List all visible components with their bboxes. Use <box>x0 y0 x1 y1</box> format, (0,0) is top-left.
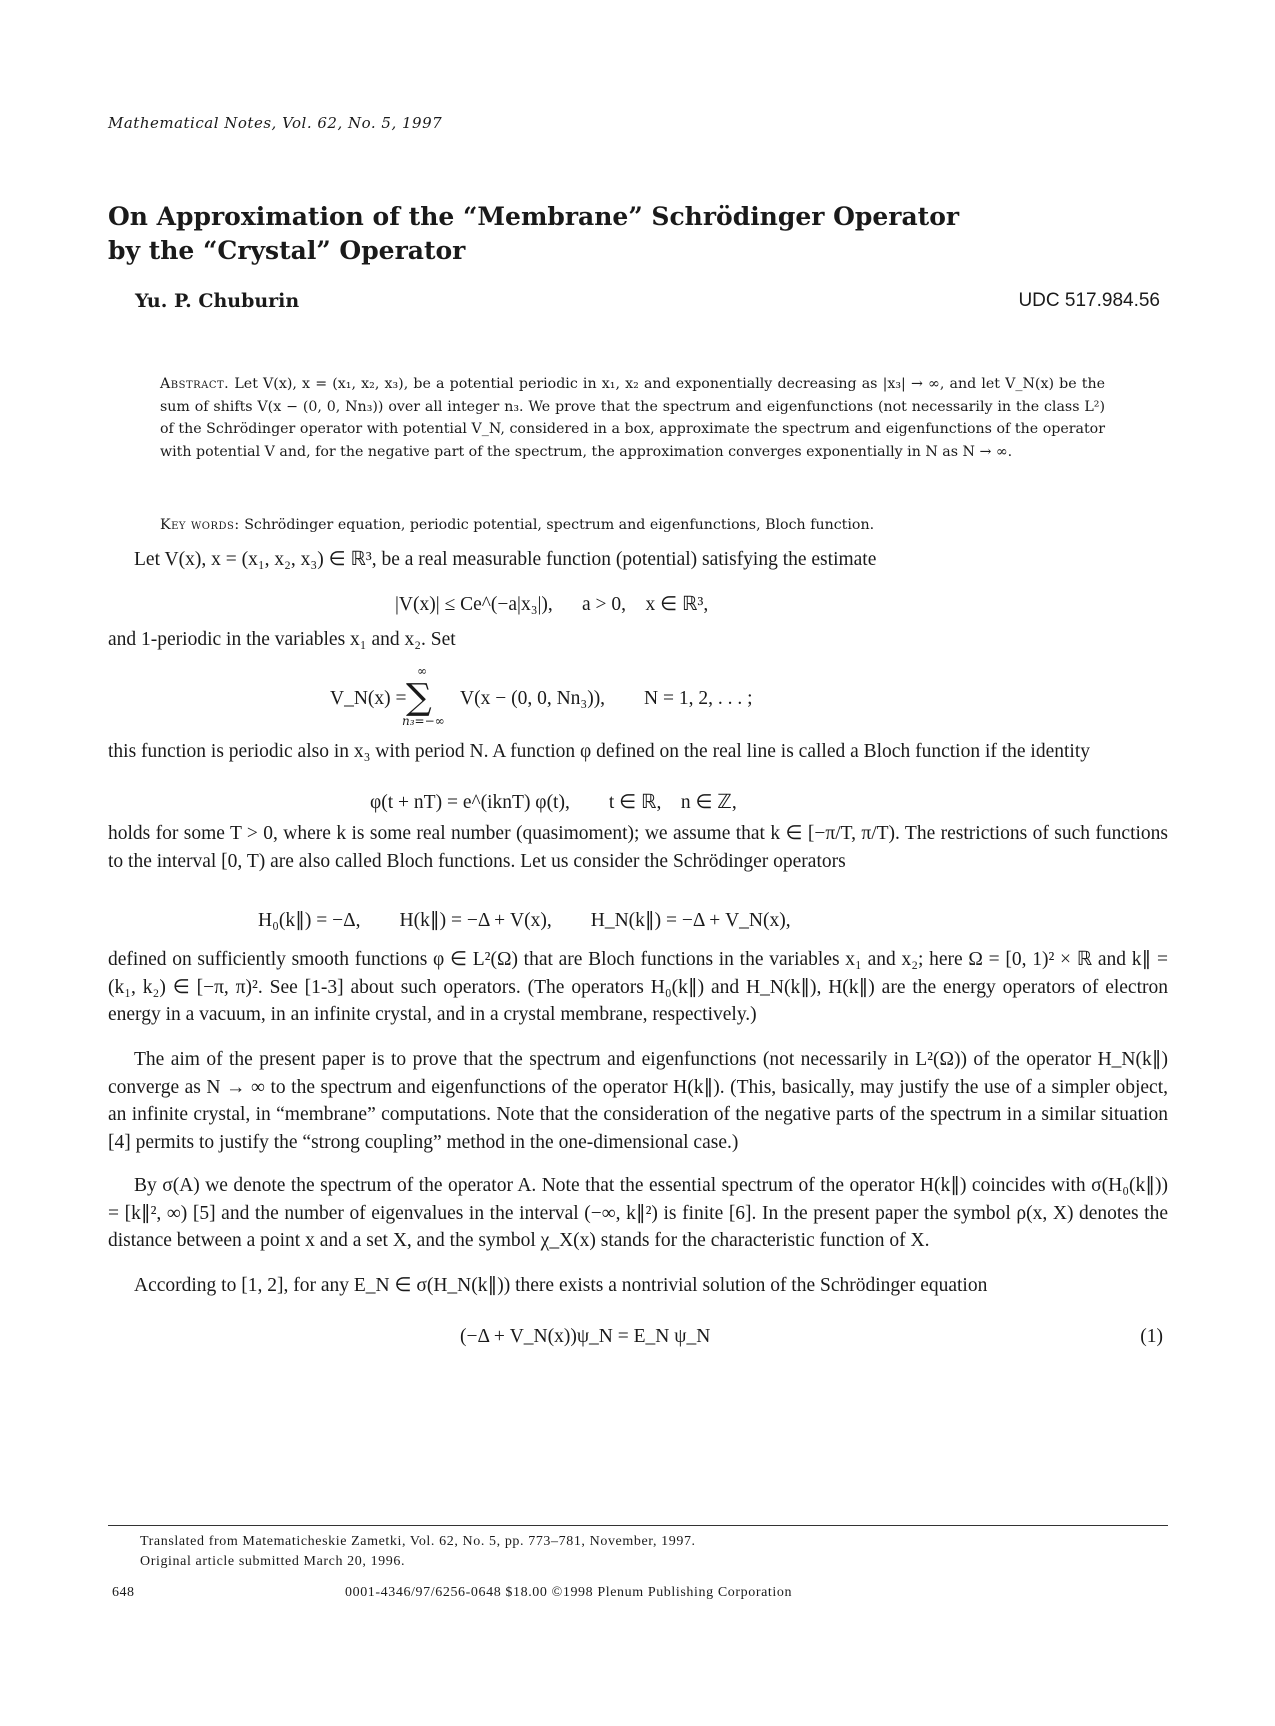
paragraph-periodic: and 1-periodic in the variables x₁ and x₂. Set <box>108 629 456 650</box>
sum-lower-limit: n₃=−∞ <box>402 714 445 728</box>
author-name: Yu. P. Chuburin <box>135 290 300 312</box>
paragraph-definitions: defined on sufficiently smooth functions φ ∈ L²(Ω) that are Bloch functions in the variables x₁ and x₂; here Ω = [0, 1)² × ℝ and k∥ = (k₁, k₂) ∈ [−π, π)². See [1-3] about such operators. (The operators H₀(k∥) and H_N(k∥), H(k∥) are the energy operators of electron energy in a vacuum, in an infinite crystal, and in a crystal membrane, respectively.) <box>108 949 1168 1025</box>
footnote-submitted: Original article submitted March 20, 1996. <box>140 1554 406 1569</box>
equation-bound: |V(x)| ≤ Ce^(−a|x₃|), a > 0, x ∈ ℝ³, <box>395 594 709 615</box>
equation-1: (−Δ + V_N(x))ψ_N = E_N ψ_N <box>460 1326 711 1347</box>
keywords <box>160 514 1105 536</box>
udc-code: UDC 517.984.56 <box>1018 290 1160 311</box>
title-line-2: by the “Crystal” Operator <box>108 236 466 265</box>
abstract <box>160 373 1105 463</box>
footnote-translation: Translated from Matematicheskie Zametki, Vol. 62, No. 5, pp. 773–781, November, 1997. <box>140 1534 696 1549</box>
title-line-1: On Approximation of the “Membrane” Schrödinger Operator <box>108 202 960 231</box>
keywords-label: Key words: <box>160 517 240 533</box>
equation-vn-left: V_N(x) = <box>330 688 407 709</box>
paragraph-bloch: this function is periodic also in x₃ with period N. A function φ defined on the real line is called a Bloch function if the identity <box>108 741 1091 762</box>
keywords-text: Schrödinger equation, periodic potential, spectrum and eigenfunctions, Bloch function. <box>244 517 875 533</box>
paper-title <box>108 200 1158 268</box>
abstract-text: Let V(x), x = (x₁, x₂, x₃), be a potential periodic in x₁, x₂ and exponentially decreasing as |x₃| → ∞, and let V_N(x) be the sum of shifts V(x − (0, 0, Nn₃)) over all integer n₃. We prove that the spectrum and eigenfunctions (not necessarily in the class L²) of the Schrödinger operator with potential V_N, considered in a box, approximate the spectrum and eigenfunctions of the operator with potential V and, for the negative part of the spectrum, the approximation converges exponentially in N as N → ∞. <box>160 376 1106 460</box>
equation-bloch: φ(t + nT) = e^(iknT) φ(t), t ∈ ℝ, n ∈ ℤ, <box>370 792 737 813</box>
paragraph-quasimoment: holds for some T > 0, where k is some real number (quasimoment); we assume that k ∈ [−π/T, π/T). The restrictions of such functions to the interval [0, T) are also called Bloch functions. Let us consider the Schrödinger operators <box>108 823 1168 872</box>
paragraph-intro: Let V(x), x = (x₁, x₂, x₃) ∈ ℝ³, be a real measurable function (potential) satisfying the estimate <box>134 549 877 570</box>
equation-number: (1) <box>1140 1326 1163 1347</box>
copyright-line: 0001-4346/97/6256-0648 $18.00 ©1998 Plenum Publishing Corporation <box>345 1585 793 1600</box>
paragraph-spectrum: By σ(A) we denote the spectrum of the operator A. Note that the essential spectrum of the operator H(k∥) coincides with σ(H₀(k∥)) = [k∥², ∞) [5] and the number of eigenvalues in the interval (−∞, k∥²) is finite [6]. In the present paper the symbol ρ(x, X) denotes the distance between a point x and a set X, and the symbol χ_X(x) stands for the characteristic function of X. <box>108 1175 1168 1251</box>
page-number: 648 <box>112 1585 135 1600</box>
equation-operators: H₀(k∥) = −Δ, H(k∥) = −Δ + V(x), H_N(k∥) = −Δ + V_N(x), <box>258 910 791 931</box>
abstract-label: Abstract. <box>160 376 230 392</box>
summation-sign: ∑ <box>406 677 432 718</box>
equation-vn-right: V(x − (0, 0, Nn₃)), N = 1, 2, . . . ; <box>460 688 753 709</box>
paragraph-aim: The aim of the present paper is to prove that the spectrum and eigenfunctions (not necessarily in L²(Ω)) of the operator H_N(k∥) converge as N → ∞ to the spectrum and eigenfunctions of the operator H(k∥). (This, basically, may justify the use of a simpler object, an infinite crystal, in “membrane” computations. Note that the consideration of the negative parts of the spectrum in a similar situation [4] permits to justify the “strong coupling” method in the one-dimensional case.) <box>108 1049 1168 1153</box>
sum-upper-limit: ∞ <box>417 664 427 678</box>
footnote-divider <box>108 1525 1168 1526</box>
paragraph-solution: According to [1, 2], for any E_N ∈ σ(H_N(k∥)) there exists a nontrivial solution of the Schrödinger equation <box>134 1275 988 1296</box>
journal-header: Mathematical Notes, Vol. 62, No. 5, 1997 <box>108 114 443 132</box>
